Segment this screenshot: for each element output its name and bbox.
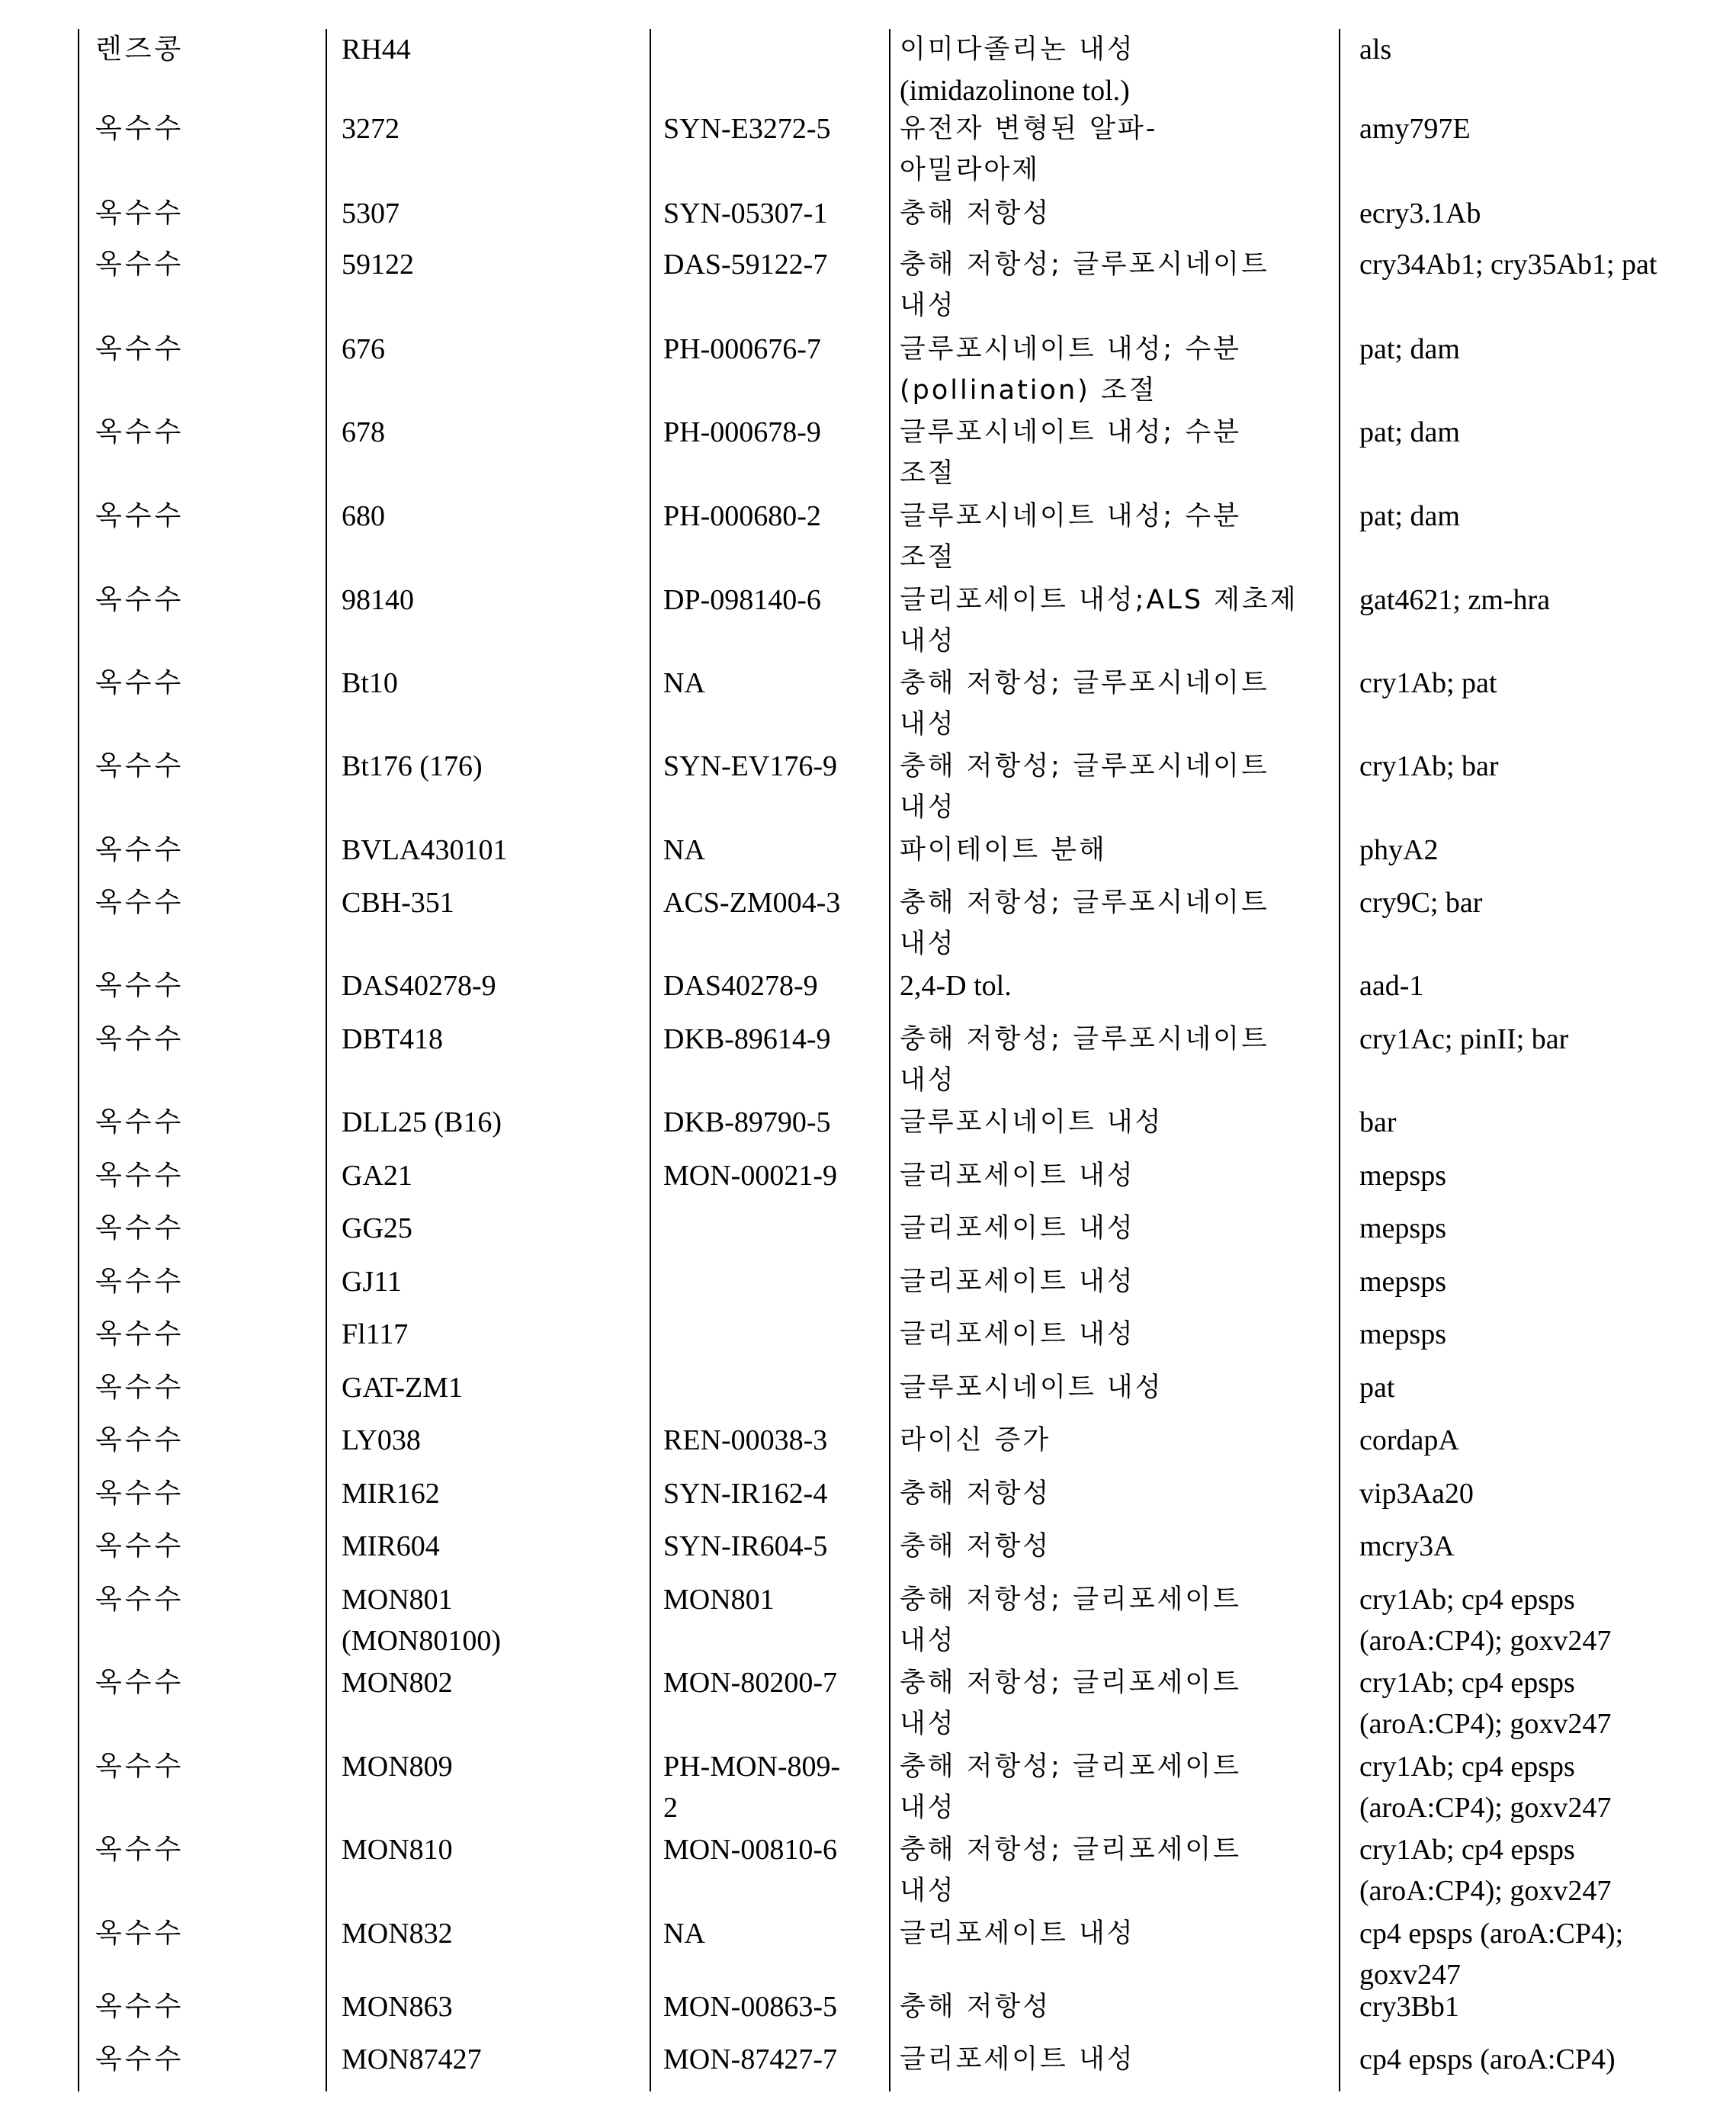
event-cell: 676 bbox=[342, 333, 385, 365]
crop-cell: 옥수수 bbox=[95, 1212, 185, 1244]
trait-cell bbox=[900, 1102, 1334, 1143]
event-cell: Bt10 bbox=[342, 667, 398, 699]
trait-line: 조절 bbox=[900, 542, 956, 573]
event-cell: 678 bbox=[342, 416, 385, 448]
trait-cell bbox=[900, 1420, 1334, 1461]
event-cell: GG25 bbox=[342, 1212, 412, 1244]
identifier-cell: MON-00021-9 bbox=[663, 1160, 837, 1192]
event-cell: MON810 bbox=[342, 1834, 453, 1866]
trait-cell bbox=[900, 1208, 1334, 1249]
trait-line: 내성 bbox=[900, 792, 956, 823]
trait-line: 글루포시네이트 내성 bbox=[900, 1372, 1163, 1403]
crop-cell: 옥수수 bbox=[95, 1478, 185, 1509]
event-cell: Fl117 bbox=[342, 1318, 409, 1350]
event-cell: MON802 bbox=[342, 1667, 453, 1699]
crop-cell: 옥수수 bbox=[95, 1530, 185, 1562]
genes-cell: bar bbox=[1359, 1106, 1397, 1138]
crop-cell: 옥수수 bbox=[95, 113, 185, 144]
genes-cell: phyA2 bbox=[1359, 834, 1439, 866]
trait-cell bbox=[900, 1526, 1334, 1567]
trait-cell bbox=[900, 965, 1334, 1006]
genes-cell: cry9C; bar bbox=[1359, 887, 1483, 919]
crop-cell: 옥수수 bbox=[95, 1751, 185, 1782]
identifier-cell: SYN-IR604-5 bbox=[663, 1530, 828, 1562]
identifier-cell: NA bbox=[663, 1918, 705, 1950]
crop-cell: 옥수수 bbox=[95, 584, 185, 615]
identifier-cell: MON801 bbox=[663, 1584, 775, 1616]
event-cell: GA21 bbox=[342, 1160, 412, 1192]
trait-line: 내성 bbox=[900, 1793, 956, 1823]
trait-cell bbox=[900, 1746, 1334, 1828]
trait-line: (pollination) 조절 bbox=[900, 375, 1157, 406]
genes-cell: cry1Ab; cp4 epsps (aroA:CP4); goxv247 bbox=[1359, 1584, 1612, 1657]
event-cell: DAS40278-9 bbox=[342, 970, 496, 1002]
genes-cell: amy797E bbox=[1359, 113, 1471, 145]
event-cell: 3272 bbox=[342, 113, 400, 145]
trait-line: 조절 bbox=[900, 458, 956, 489]
trait-line: 충해 저항성; 글리포세이트 bbox=[900, 1584, 1241, 1615]
trait-line: 충해 저항성; 글리포세이트 bbox=[900, 1835, 1241, 1865]
genes-cell: pat; dam bbox=[1359, 333, 1460, 365]
genes-cell: cry1Ab; cp4 epsps (aroA:CP4); goxv247 bbox=[1359, 1834, 1612, 1907]
genes-cell: pat; dam bbox=[1359, 500, 1460, 532]
crop-cell: 옥수수 bbox=[95, 1318, 185, 1350]
genes-cell: als bbox=[1359, 34, 1392, 66]
event-cell: MON832 bbox=[342, 1918, 453, 1950]
crop-cell: 옥수수 bbox=[95, 1106, 185, 1138]
crop-cell: 옥수수 bbox=[95, 416, 185, 448]
identifier-cell: DAS-59122-7 bbox=[663, 249, 828, 281]
trait-cell bbox=[900, 1155, 1334, 1196]
trait-line: 아밀라아제 bbox=[900, 155, 1041, 185]
genes-cell: cry1Ab; bar bbox=[1359, 750, 1499, 782]
identifier-cell: DP-098140-6 bbox=[663, 584, 821, 616]
genes-cell: mepsps bbox=[1359, 1160, 1446, 1192]
genes-cell: gat4621; zm-hra bbox=[1359, 584, 1551, 616]
genes-cell: mepsps bbox=[1359, 1212, 1446, 1244]
trait-line: 충해 저항성; 글루포시네이트 bbox=[900, 249, 1269, 280]
trait-line: 글리포세이트 내성;ALS 제초제 bbox=[900, 585, 1298, 615]
trait-line: 글루포시네이트 내성; 수분 bbox=[900, 501, 1241, 531]
crop-cell: 옥수수 bbox=[95, 1584, 185, 1615]
genes-cell: cry1Ab; cp4 epsps (aroA:CP4); goxv247 bbox=[1359, 1751, 1612, 1824]
crop-cell: 옥수수 bbox=[95, 1834, 185, 1865]
event-cell: MIR604 bbox=[342, 1530, 440, 1562]
identifier-cell: MON-00863-5 bbox=[663, 1991, 837, 2023]
crop-cell: 옥수수 bbox=[95, 249, 185, 280]
trait-line: 글루포시네이트 내성; 수분 bbox=[900, 334, 1241, 364]
identifier-cell: DKB-89790-5 bbox=[663, 1106, 831, 1138]
crop-cell: 옥수수 bbox=[95, 1667, 185, 1698]
genes-cell: aad-1 bbox=[1359, 970, 1424, 1002]
event-cell: DLL25 (B16) bbox=[342, 1106, 502, 1138]
trait-line: 충해 저항성 bbox=[900, 1531, 1051, 1562]
event-cell: MON809 bbox=[342, 1751, 453, 1783]
event-cell: MON801 (MON80100) bbox=[342, 1584, 501, 1657]
event-cell: MON87427 bbox=[342, 2043, 482, 2075]
identifier-cell: MON-00810-6 bbox=[663, 1834, 837, 1866]
genes-cell: ecry3.1Ab bbox=[1359, 197, 1481, 230]
crop-cell: 옥수수 bbox=[95, 1023, 185, 1054]
trait-line: 내성 bbox=[900, 709, 956, 740]
trait-cell bbox=[900, 746, 1334, 828]
column-border-4 bbox=[889, 29, 890, 2091]
trait-line: 2,4-D tol. bbox=[900, 970, 1012, 1002]
event-cell: MON863 bbox=[342, 1991, 453, 2023]
trait-cell bbox=[900, 1986, 1334, 2027]
crop-cell: 옥수수 bbox=[95, 1424, 185, 1456]
identifier-cell: MON-87427-7 bbox=[663, 2043, 837, 2075]
genes-cell: cry1Ac; pinII; bar bbox=[1359, 1023, 1569, 1055]
trait-cell bbox=[900, 1261, 1334, 1302]
event-cell: DBT418 bbox=[342, 1023, 443, 1055]
trait-line: 내성 bbox=[900, 291, 956, 321]
identifier-cell: MON-80200-7 bbox=[663, 1667, 837, 1699]
crop-cell: 옥수수 bbox=[95, 333, 185, 364]
event-cell: BVLA430101 bbox=[342, 834, 508, 866]
trait-cell bbox=[900, 193, 1334, 234]
trait-line: 이미다졸리논 내성 bbox=[900, 34, 1135, 65]
crop-cell: 옥수수 bbox=[95, 1991, 185, 2022]
trait-line: 글리포세이트 내성 bbox=[900, 1266, 1135, 1297]
genes-cell: cp4 epsps (aroA:CP4) bbox=[1359, 2043, 1616, 2075]
identifier-cell: SYN-05307-1 bbox=[663, 197, 828, 230]
event-cell: Bt176 (176) bbox=[342, 750, 483, 782]
trait-line: 글리포세이트 내성 bbox=[900, 1213, 1135, 1244]
identifier-cell: NA bbox=[663, 667, 705, 699]
trait-line: 글리포세이트 내성 bbox=[900, 2044, 1135, 2075]
crop-cell: 옥수수 bbox=[95, 1266, 185, 1297]
trait-cell bbox=[900, 830, 1334, 871]
genes-cell: cry34Ab1; cry35Ab1; pat bbox=[1359, 249, 1657, 281]
trait-line: 충해 저항성; 글루포시네이트 bbox=[900, 888, 1269, 918]
genes-cell: pat bbox=[1359, 1372, 1395, 1404]
crop-cell: 옥수수 bbox=[95, 750, 185, 782]
crop-cell: 옥수수 bbox=[95, 1918, 185, 1949]
crop-cell: 렌즈콩 bbox=[95, 34, 185, 65]
event-cell: 98140 bbox=[342, 584, 414, 616]
genes-cell: pat; dam bbox=[1359, 416, 1460, 448]
trait-line: 충해 저항성; 글루포시네이트 bbox=[900, 751, 1269, 782]
trait-line: 글루포시네이트 내성 bbox=[900, 1107, 1163, 1138]
event-cell: 59122 bbox=[342, 249, 414, 281]
trait-cell bbox=[900, 244, 1334, 326]
trait-line: 내성 bbox=[900, 1876, 956, 1906]
trait-line: 충해 저항성; 글리포세이트 bbox=[900, 1751, 1241, 1782]
trait-cell bbox=[900, 329, 1334, 411]
trait-line: 내성 bbox=[900, 1626, 956, 1656]
crop-cell: 옥수수 bbox=[95, 1160, 185, 1191]
trait-line: 충해 저항성; 글루포시네이트 bbox=[900, 1024, 1269, 1054]
trait-line: 글리포세이트 내성 bbox=[900, 1319, 1135, 1350]
trait-line: 글루포시네이트 내성; 수분 bbox=[900, 417, 1241, 448]
trait-cell bbox=[900, 29, 1334, 111]
trait-cell bbox=[900, 496, 1334, 578]
trait-line: 충해 저항성 bbox=[900, 1478, 1051, 1509]
trait-line: 유전자 변형된 알파- bbox=[900, 114, 1158, 144]
crop-cell: 옥수수 bbox=[95, 500, 185, 531]
genes-cell: mepsps bbox=[1359, 1266, 1446, 1298]
trait-cell bbox=[900, 412, 1334, 494]
event-cell: GJ11 bbox=[342, 1266, 402, 1298]
identifier-cell: PH-000678-9 bbox=[663, 416, 821, 448]
crop-cell: 옥수수 bbox=[95, 667, 185, 698]
event-cell: GAT-ZM1 bbox=[342, 1372, 464, 1404]
identifier-cell: REN-00038-3 bbox=[663, 1424, 828, 1456]
genes-cell: vip3Aa20 bbox=[1359, 1478, 1474, 1510]
trait-line: 내성 bbox=[900, 929, 956, 959]
event-cell: 5307 bbox=[342, 197, 400, 230]
trait-line: 충해 저항성 bbox=[900, 198, 1051, 229]
genes-cell: mcry3A bbox=[1359, 1530, 1455, 1562]
trait-line: 글리포세이트 내성 bbox=[900, 1918, 1135, 1949]
trait-cell bbox=[900, 1829, 1334, 1912]
identifier-cell: DAS40278-9 bbox=[663, 970, 818, 1002]
column-border-1 bbox=[78, 29, 79, 2091]
identifier-cell: PH-MON-809- 2 bbox=[663, 1751, 841, 1824]
column-border-3 bbox=[650, 29, 651, 2091]
column-border-5 bbox=[1339, 29, 1340, 2091]
identifier-cell: DKB-89614-9 bbox=[663, 1023, 831, 1055]
event-cell: 680 bbox=[342, 500, 385, 532]
event-cell: MIR162 bbox=[342, 1478, 440, 1510]
trait-line: (imidazolinone tol.) bbox=[900, 75, 1130, 107]
trait-cell bbox=[900, 2039, 1334, 2080]
crop-cell: 옥수수 bbox=[95, 1372, 185, 1403]
trait-line: 글리포세이트 내성 bbox=[900, 1160, 1135, 1191]
crop-cell: 옥수수 bbox=[95, 834, 185, 865]
trait-line: 내성 bbox=[900, 626, 956, 656]
identifier-cell: ACS-ZM004-3 bbox=[663, 887, 841, 919]
crop-cell: 옥수수 bbox=[95, 197, 185, 229]
trait-cell bbox=[900, 1913, 1334, 1954]
identifier-cell: SYN-EV176-9 bbox=[663, 750, 837, 782]
genes-cell: mepsps bbox=[1359, 1318, 1446, 1350]
crop-cell: 옥수수 bbox=[95, 2043, 185, 2075]
genes-cell: cp4 epsps (aroA:CP4); goxv247 bbox=[1359, 1918, 1624, 1991]
trait-cell bbox=[900, 108, 1334, 191]
identifier-cell: SYN-E3272-5 bbox=[663, 113, 831, 145]
event-cell: CBH-351 bbox=[342, 887, 454, 919]
genes-cell: cordapA bbox=[1359, 1424, 1459, 1456]
trait-cell bbox=[900, 663, 1334, 745]
trait-cell bbox=[900, 1367, 1334, 1408]
trait-line: 충해 저항성; 글루포시네이트 bbox=[900, 668, 1269, 698]
trait-line: 내성 bbox=[900, 1065, 956, 1096]
trait-cell bbox=[900, 1473, 1334, 1514]
event-cell: LY038 bbox=[342, 1424, 421, 1456]
trait-line: 충해 저항성; 글리포세이트 bbox=[900, 1668, 1241, 1698]
column-border-2 bbox=[326, 29, 327, 2091]
genes-cell: cry1Ab; cp4 epsps (aroA:CP4); goxv247 bbox=[1359, 1667, 1612, 1740]
trait-line: 내성 bbox=[900, 1709, 956, 1739]
trait-cell bbox=[900, 579, 1334, 662]
trait-line: 라이신 증가 bbox=[900, 1425, 1051, 1456]
identifier-cell: PH-000680-2 bbox=[663, 500, 821, 532]
genes-cell: cry1Ab; pat bbox=[1359, 667, 1497, 699]
identifier-cell: SYN-IR162-4 bbox=[663, 1478, 828, 1510]
identifier-cell: NA bbox=[663, 834, 705, 866]
identifier-cell: PH-000676-7 bbox=[663, 333, 821, 365]
crop-cell: 옥수수 bbox=[95, 970, 185, 1001]
genes-cell: cry3Bb1 bbox=[1359, 1991, 1459, 2023]
trait-cell bbox=[900, 1579, 1334, 1661]
trait-line: 파이테이트 분해 bbox=[900, 835, 1107, 865]
trait-line: 충해 저항성 bbox=[900, 1992, 1051, 2022]
trait-cell bbox=[900, 1314, 1334, 1355]
trait-cell bbox=[900, 882, 1334, 965]
trait-cell bbox=[900, 1019, 1334, 1101]
event-cell: RH44 bbox=[342, 34, 411, 66]
trait-cell bbox=[900, 1662, 1334, 1745]
crop-cell: 옥수수 bbox=[95, 887, 185, 918]
